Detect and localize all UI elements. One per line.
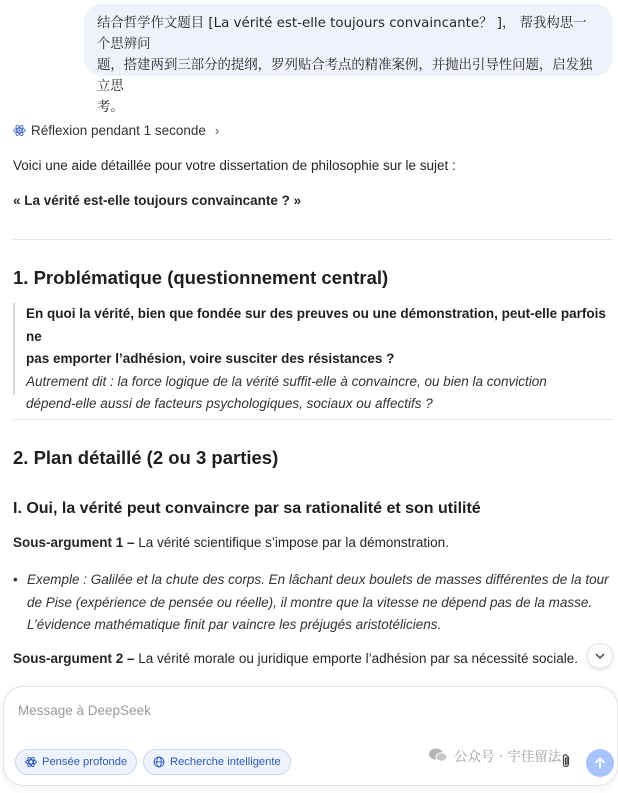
wechat-icon <box>428 747 448 763</box>
example-bullet <box>13 569 613 637</box>
message-input[interactable]: Message à DeepSeek <box>18 703 151 718</box>
sub-argument-2 <box>13 651 578 666</box>
watermark-text: 公众号 · 宇佳留法 <box>454 749 562 765</box>
watermark <box>428 745 561 765</box>
deep-think-label: Pensée profonde <box>42 756 128 768</box>
section-title-problematique: 1. Problématique (questionnement central) <box>13 267 389 288</box>
thinking-toggle[interactable] <box>13 123 219 138</box>
example-line: de Pise (expérience de pensée ou réelle), il montre que la vitesse ne dépend pas de la masse. <box>27 594 593 610</box>
atom-icon <box>13 124 26 137</box>
send-button[interactable] <box>586 749 614 777</box>
quote-line: Autrement dit : la force logique de la vérité suffit-elle à convaincre, ou bien la conviction <box>26 373 547 389</box>
sub-argument-text: La vérité morale ou juridique emporte l’adhésion par sa nécessité sociale. <box>134 651 579 666</box>
sub-argument-1 <box>13 535 449 550</box>
example-line: L’évidence mathématique finit par vaincre les préjugés aristotéliciens. <box>27 617 442 632</box>
thinking-label: Réflexion pendant 1 seconde <box>31 123 206 138</box>
smart-search-button[interactable] <box>143 749 291 775</box>
bullet-icon: • <box>13 572 18 587</box>
arrow-up-icon <box>593 756 607 770</box>
sub-argument-label: Sous-argument 1 – <box>13 535 135 550</box>
answer-subject: « La vérité est-elle toujours convaincante ? » <box>13 193 302 208</box>
user-message-line: 考。 <box>97 100 124 115</box>
user-message-line: 结合哲学作文题目 [La vérité est-elle toujours convaincante？ ]， 帮我构思一个思辨问 <box>97 16 587 52</box>
problematique-quote <box>13 303 613 411</box>
section-title-plan: 2. Plan détaillé (2 ou 3 parties) <box>13 447 279 468</box>
quote-line: pas emporter l’adhésion, voire susciter des résistances ? <box>26 351 395 366</box>
quote-line: En quoi la vérité, bien que fondée sur des preuves ou une démonstration, peut-elle parfois ne <box>26 306 606 344</box>
deep-think-button[interactable] <box>15 749 137 775</box>
divider <box>13 419 613 420</box>
example-line: Exemple : Galilée et la chute des corps. En lâchant deux boulets de masses différentes de la tour <box>27 572 609 587</box>
part-title-1: I. Oui, la vérité peut convaincre par sa rationalité et son utilité <box>13 500 481 517</box>
sub-argument-text: La vérité scientifique s’impose par la démonstration. <box>134 535 449 550</box>
chevron-right-icon: › <box>214 123 220 138</box>
user-message-bubble <box>84 4 613 115</box>
scroll-down-button[interactable] <box>587 643 613 669</box>
answer-intro: Voici une aide détaillée pour votre dissertation de philosophie sur le sujet : <box>13 158 456 173</box>
divider <box>13 239 613 240</box>
sub-argument-label: Sous-argument 2 – <box>13 651 135 666</box>
quote-line: dépend-elle aussi de facteurs psychologiques, sociaux ou affectifs ? <box>26 396 433 411</box>
user-message-line: 题，搭建两到三部分的提纲，罗列贴合考点的精准案例，并抛出引导性问题，启发独立思 <box>97 58 593 94</box>
atom-icon <box>25 756 37 768</box>
globe-icon <box>153 756 165 768</box>
attach-icon[interactable] <box>560 753 572 773</box>
message-composer <box>3 686 618 786</box>
chevron-down-icon <box>594 650 606 662</box>
smart-search-label: Recherche intelligente <box>170 756 281 768</box>
